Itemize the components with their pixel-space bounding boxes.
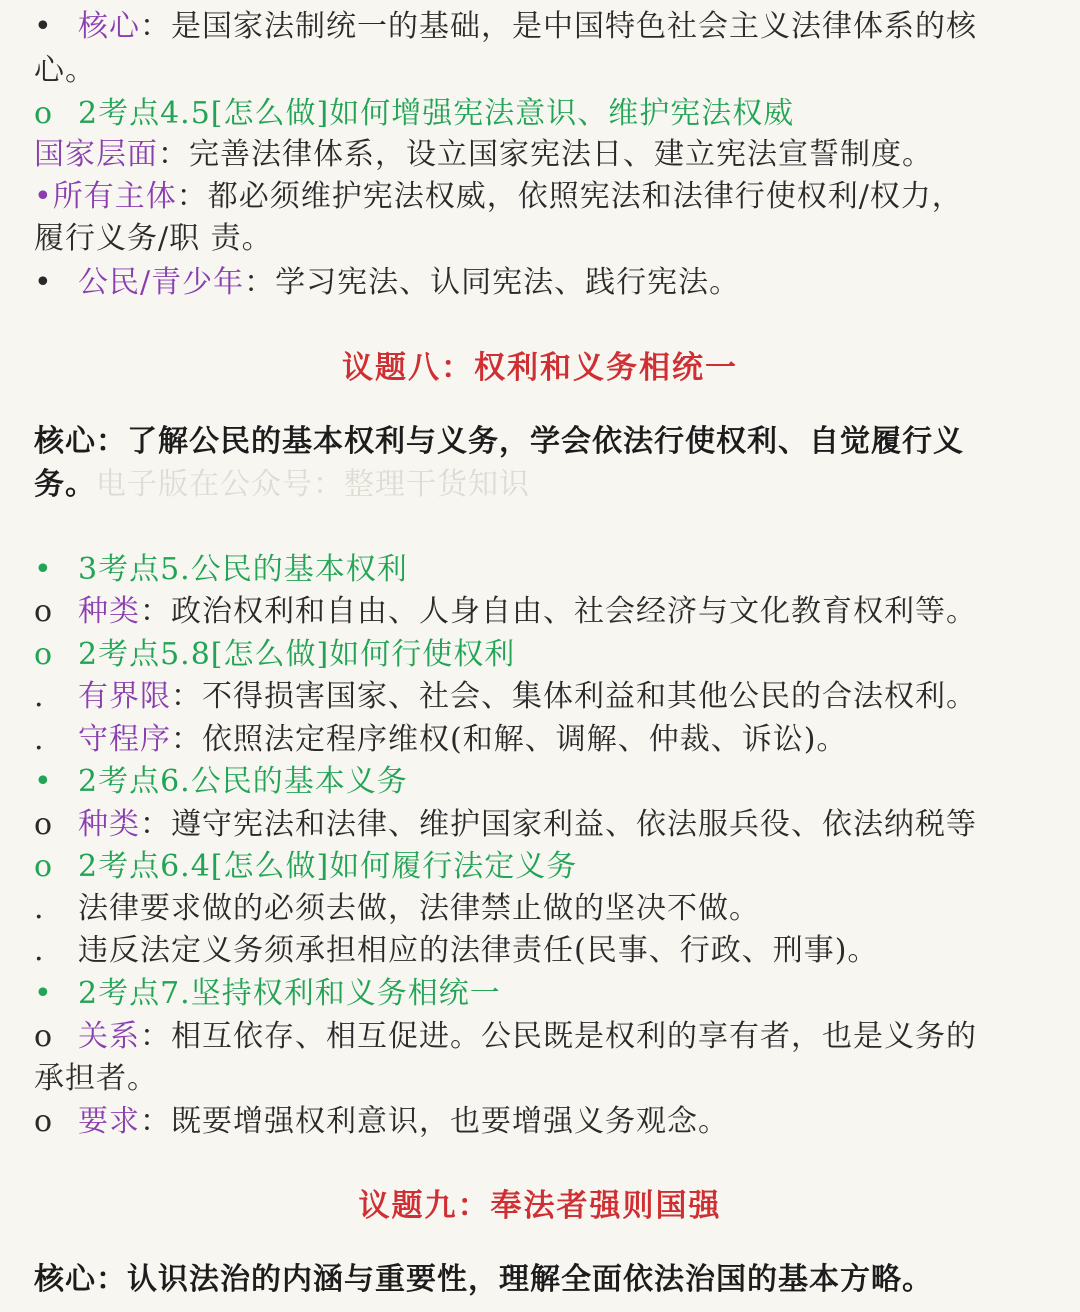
exam-point-5 (34, 549, 1046, 591)
watermark: 电子版在公众号：整理干货知识 (96, 467, 530, 502)
rights-types-text: ：政治权利和自由、人身自由、社会经济与文化教育权利等。 (140, 594, 977, 629)
must-do-line (34, 888, 1046, 930)
keyword-relation: 关系 (78, 1019, 140, 1054)
keyword-types: 种类 (78, 807, 140, 842)
relation-line (34, 1016, 1046, 1058)
exam-point-heading: 2考点7.坚持权利和义务相统一 (78, 976, 501, 1011)
citizen-line (34, 262, 1046, 304)
boundary-line (34, 676, 1046, 718)
core-line-cont (34, 50, 1046, 92)
all-subjects-text-cont: 履行义务/职 责。 (34, 221, 273, 256)
exam-point-heading: 2考点5.8[怎么做]如何行使权利 (78, 637, 516, 672)
keyword-core: 核心 (78, 9, 140, 44)
bullet-dot: • (34, 265, 53, 300)
bullet-period: . (34, 891, 45, 926)
bullet-o: o (34, 637, 54, 672)
keyword-all-subjects: •所有主体 (34, 179, 177, 214)
duties-types-text: ：遵守宪法和法律、维护国家利益、依法服兵役、依法纳税等 (140, 807, 977, 842)
procedure-text: ：依照法定程序维权(和解、调解、仲裁、诉讼)。 (171, 722, 848, 757)
all-subjects-text: ：都必须维护宪法权威，依照宪法和法律行使权利/权力， (176, 179, 963, 214)
national-level-line (34, 134, 1046, 176)
core-text-cont: 心。 (34, 53, 96, 88)
bullet-dot: • (34, 9, 53, 44)
all-subjects-line-cont (34, 218, 1046, 260)
must-do-text: 法律要求做的必须去做，法律禁止做的坚决不做。 (78, 891, 760, 926)
bullet-o: o (34, 807, 54, 842)
rights-types-line (34, 591, 1046, 633)
bullet-dot: • (34, 764, 53, 799)
requirement-text: ：既要增强权利意识，也要增强义务观念。 (140, 1104, 729, 1139)
exam-point-heading: 2考点6.公民的基本义务 (78, 764, 408, 799)
relation-line-cont (34, 1058, 1046, 1100)
keyword-citizen: 公民/青少年 (78, 265, 245, 300)
exam-point-7 (34, 973, 1046, 1015)
bullet-period: . (34, 679, 45, 714)
procedure-line (34, 719, 1046, 761)
relation-text: ：相互依存、相互促进。公民既是权利的享有者，也是义务的 (140, 1019, 977, 1054)
exam-point-5-8 (34, 634, 1046, 676)
bullet-o: o (34, 594, 54, 629)
national-level-text: ：完善法律体系，设立国家宪法日、建立宪法宣誓制度。 (158, 137, 933, 172)
keyword-national-level: 国家层面 (34, 137, 158, 172)
bullet-o: o (34, 96, 54, 131)
bullet-period: . (34, 722, 45, 757)
core-text: ：是国家法制统一的基础，是中国特色社会主义法律体系的核 (140, 9, 977, 44)
boundary-text: ：不得损害国家、社会、集体利益和其他公民的合法权利。 (171, 679, 977, 714)
section-8-core-line1: 核心：了解公民的基本权利与义务，学会依法行使权利、自觉履行义 (34, 424, 964, 459)
bullet-period: . (34, 933, 45, 968)
duties-types-line (34, 804, 1046, 846)
exam-point-heading: 2考点6.4[怎么做]如何履行法定义务 (78, 849, 578, 884)
core-line (34, 6, 1046, 48)
exam-point-6-4 (34, 846, 1046, 888)
keyword-boundary: 有界限 (78, 679, 171, 714)
bullet-dot: • (34, 976, 53, 1011)
liability-text: 违反法定义务须承担相应的法律责任(民事、行政、刑事)。 (78, 933, 879, 968)
section-9-core-line1: 核心：认识法治的内涵与重要性，理解全面依法治国的基本方略。 (34, 1262, 933, 1297)
all-subjects-line (34, 176, 1046, 218)
keyword-requirement: 要求 (78, 1104, 140, 1139)
section-title-9: 议题九：奉法者强则国强 (358, 1188, 722, 1224)
bullet-o: o (34, 849, 54, 884)
section-8-core-text: 务。 (34, 467, 96, 502)
keyword-procedure: 守程序 (78, 722, 171, 757)
liability-line (34, 930, 1046, 972)
exam-point-6 (34, 761, 1046, 803)
bullet-o: o (34, 1104, 54, 1139)
bullet-o: o (34, 1019, 54, 1054)
section-8-core-line2 (34, 463, 1046, 507)
section-title-8: 议题八：权利和义务相统一 (342, 350, 738, 386)
citizen-text: ：学习宪法、认同宪法、践行宪法。 (244, 265, 741, 300)
exam-point-heading: 3考点5.公民的基本权利 (78, 552, 408, 587)
keyword-types: 种类 (78, 594, 140, 629)
bullet-dot: • (34, 552, 53, 587)
relation-text-cont: 承担者。 (34, 1061, 158, 1096)
exam-point-heading: 2考点4.5[怎么做]如何增强宪法意识、维护宪法权威 (78, 96, 795, 131)
requirement-line (34, 1101, 1046, 1143)
exam-point-4-5 (34, 93, 1046, 135)
